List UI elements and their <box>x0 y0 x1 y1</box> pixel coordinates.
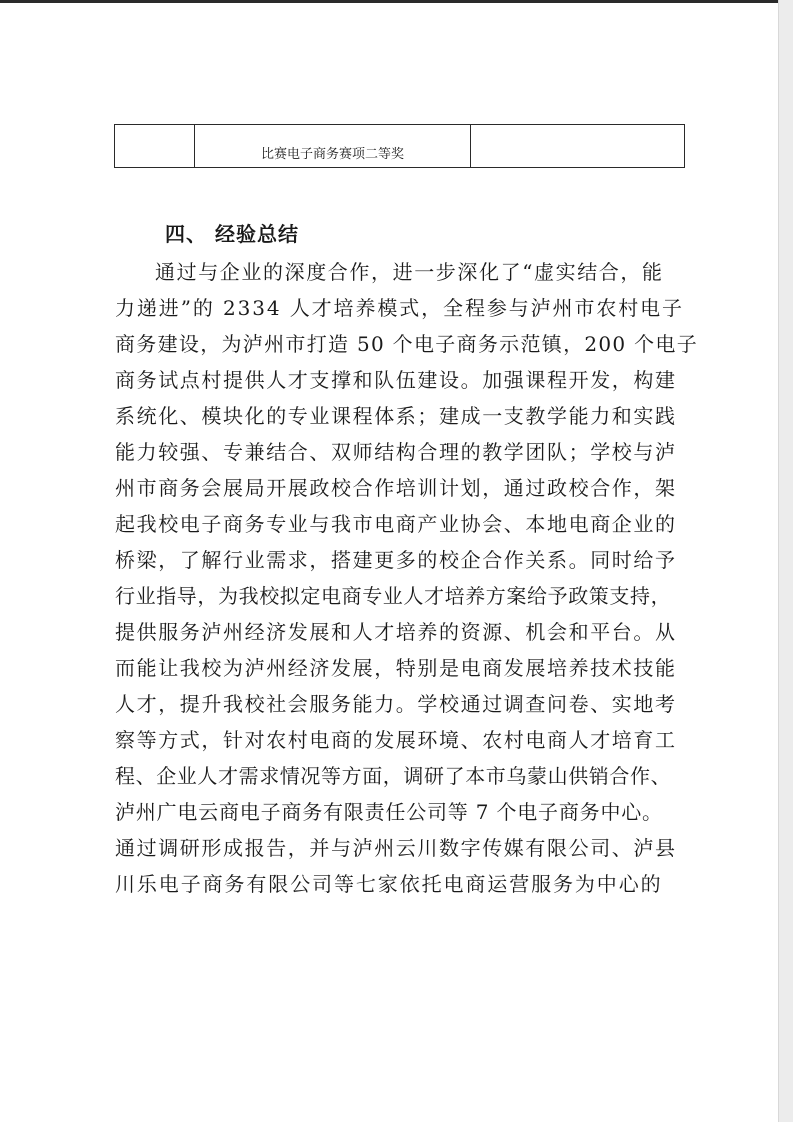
paragraph-line: 商务建设，为泸州市打造 50 个电子商务示范镇，200 个电子 <box>115 332 698 356</box>
page-right-edge <box>779 0 793 1122</box>
paragraph-line: 提供服务泸州经济发展和人才培养的资源、机会和平台。从 <box>115 620 677 644</box>
award-text: 比赛电子商务赛项二等奖 <box>260 147 404 162</box>
page-top-edge <box>0 0 793 3</box>
paragraph-line: 桥梁，了解行业需求，搭建更多的校企合作关系。同时给予 <box>115 548 677 572</box>
paragraph-line: 商务试点村提供人才支撑和队伍建设。加强课程开发，构建 <box>115 368 677 392</box>
paragraph-line: 系统化、模块化的专业课程体系；建成一支教学能力和实践 <box>115 404 677 428</box>
paragraph-line: 泸州广电云商电子商务有限责任公司等 7 个电子商务中心。 <box>115 800 663 824</box>
paragraph-line: 而能让我校为泸州经济发展，特别是电商发展培养技术技能 <box>115 656 677 680</box>
table-cell-award <box>195 125 471 168</box>
paragraph-line: 川乐电子商务有限公司等七家依托电商运营服务为中心的 <box>115 872 663 896</box>
paragraph-line: 程、企业人才需求情况等方面，调研了本市乌蒙山供销合作、 <box>115 764 672 788</box>
paragraph-line: 通过与企业的深度合作，进一步深化了“虚实结合，能 <box>155 260 664 284</box>
paragraph-line: 力递进”的 2334 人才培养模式，全程参与泸州市农村电子 <box>115 296 684 320</box>
table-cell-extra <box>471 125 685 168</box>
paragraph-line: 通过调研形成报告，并与泸州云川数字传媒有限公司、泸县 <box>115 836 677 860</box>
paragraph-line: 察等方式，针对农村电商的发展环境、农村电商人才培育工 <box>115 728 677 752</box>
paragraph-line: 行业指导，为我校拟定电商专业人才培养方案给予政策支持， <box>115 584 672 608</box>
paragraph-line: 能力较强、专兼结合、双师结构合理的教学团队；学校与泸 <box>115 440 677 464</box>
award-table <box>114 124 685 168</box>
paragraph-line: 人才，提升我校社会服务能力。学校通过调查问卷、实地考 <box>115 692 677 716</box>
section-heading: 四、 经验总结 <box>165 222 299 246</box>
paragraph-line: 起我校电子商务专业与我市电商产业协会、本地电商企业的 <box>115 512 677 536</box>
table-cell-index <box>115 125 195 168</box>
paragraph-line: 州市商务会展局开展政校合作培训计划，通过政校合作，架 <box>115 476 677 500</box>
table-row <box>115 125 685 168</box>
